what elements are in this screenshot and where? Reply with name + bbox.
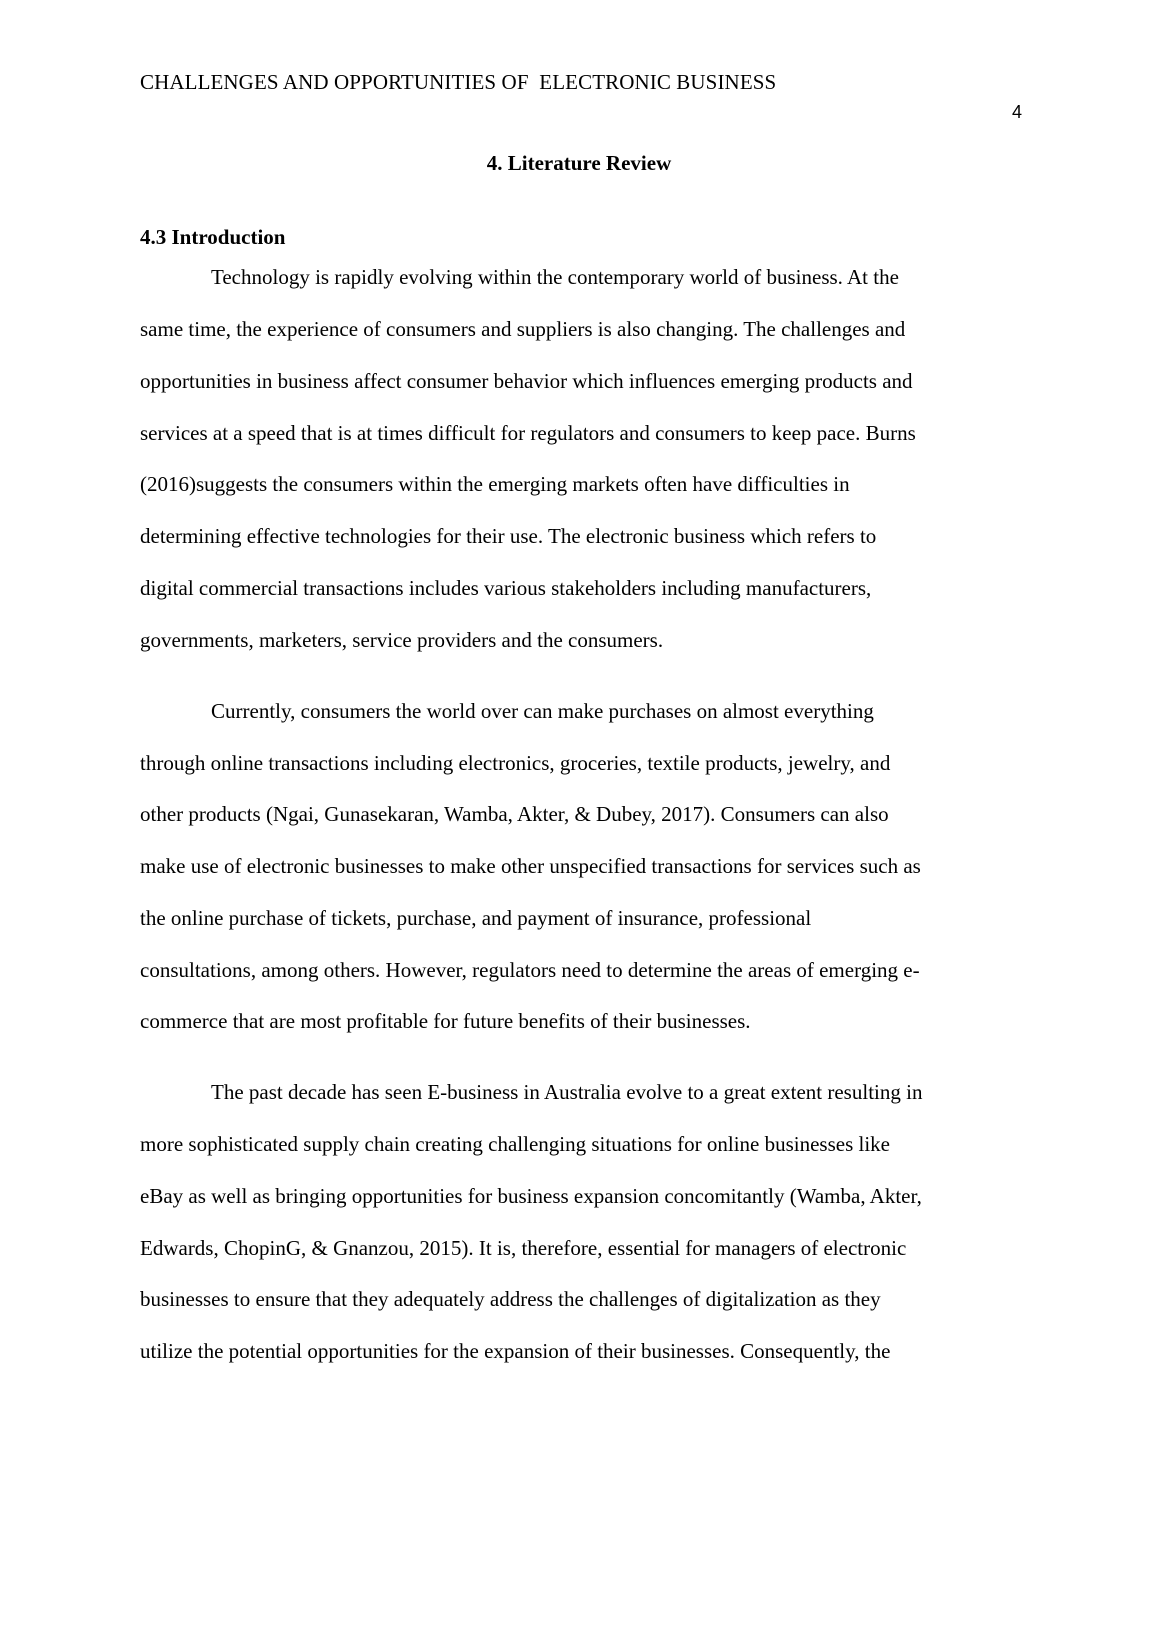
paragraph-line: through online transactions including electronics, groceries, textile products, jewelry, and [140, 751, 891, 775]
paragraph-line: make use of electronic businesses to make other unspecified transactions for services such as [140, 854, 921, 878]
paragraph-line: the online purchase of tickets, purchase, and payment of insurance, professional [140, 906, 812, 930]
page-number: 4 [1011, 102, 1022, 122]
paragraph-line: businesses to ensure that they adequately address the challenges of digitalization as they [140, 1287, 881, 1311]
paragraph-line: digital commercial transactions includes various stakeholders including manufacturers, [140, 576, 872, 600]
paragraph-line: governments, marketers, service providers and the consumers. [140, 628, 664, 652]
paragraph-line: more sophisticated supply chain creating challenging situations for online businesses like [140, 1132, 891, 1156]
paragraph-line: The past decade has seen E-business in Australia evolve to a great extent resulting in [211, 1080, 923, 1104]
section-title: 4. Literature Review [486, 151, 672, 175]
paragraph-line: same time, the experience of consumers and suppliers is also changing. The challenges and [140, 317, 906, 341]
paragraph-line: utilize the potential opportunities for the expansion of their businesses. Consequently, the [140, 1339, 891, 1363]
paragraph-line: services at a speed that is at times difficult for regulators and consumers to keep pace. Burns [140, 421, 916, 445]
subsection-title: 4.3 Introduction [140, 225, 286, 249]
paragraph-line: Technology is rapidly evolving within the contemporary world of business. At the [211, 265, 899, 289]
paragraph-line: Edwards, ChopinG, & Gnanzou, 2015). It is, therefore, essential for managers of electronic [140, 1236, 907, 1260]
paragraph-line: opportunities in business affect consumer behavior which influences emerging products and [140, 369, 913, 393]
paragraph-line: (2016)suggests the consumers within the emerging markets often have difficulties in [140, 472, 850, 496]
paragraph-line: commerce that are most profitable for future benefits of their businesses. [140, 1009, 751, 1033]
paragraph-line: eBay as well as bringing opportunities for business expansion concomitantly (Wamba, Akter, [140, 1184, 922, 1208]
running-head: CHALLENGES AND OPPORTUNITIES OF ELECTRONIC BUSINESS [140, 70, 777, 94]
paragraph-line: determining effective technologies for their use. The electronic business which refers to [140, 524, 877, 548]
paragraph-line: consultations, among others. However, regulators need to determine the areas of emerging e- [140, 958, 920, 982]
paragraph-line: Currently, consumers the world over can make purchases on almost everything [211, 699, 874, 723]
paragraph-line: other products (Ngai, Gunasekaran, Wamba, Akter, & Dubey, 2017). Consumers can also [140, 802, 889, 826]
